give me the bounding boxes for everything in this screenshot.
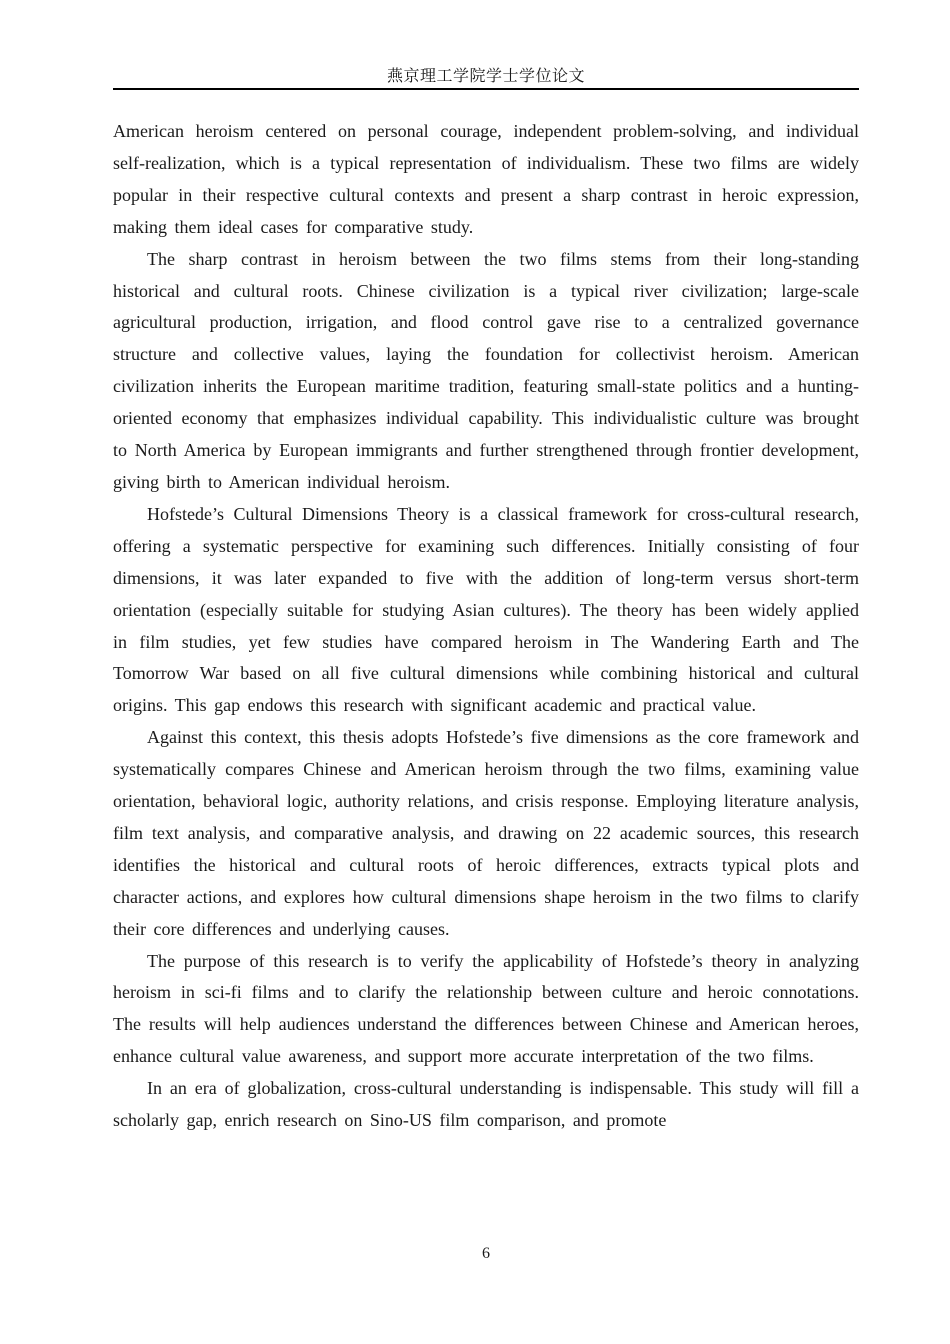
running-header: 燕京理工学院学士学位论文 [386,68,585,85]
paragraph: Hofstede’s Cultural Dimensions Theory is a classical framework for cross-cultural research, offering a systematic perspective for examining such differences. Initially consisting of four dimensions, it was later expanded to five with the addition of long-term versus short-term orientation (especially suitable for studying Asian cultures). The theory has been widely applied in film studies, yet few studies have compared heroism in The Wandering Earth and The Tomorrow War based on all five cultural dimensions while combining historical and cultural origins. This gap endows this research with significant academic and practical value. [113,503,859,716]
paragraph: The purpose of this research is to verify the applicability of Hofstede’s theory in analyzing heroism in sci-fi films and to clarify the relationship between culture and heroic connotations. The results will help audiences understand the differences between Chinese and American heroes, enhance cultural value awareness, and support more accurate interpretation of the two films. [113,950,859,1067]
paragraph: The sharp contrast in heroism between the two films stems from their long-standing historical and cultural roots. Chinese civilization is a typical river civilization; large-scale agricultural production, irrigation, and flood control gave rise to a centralized governance structure and collective values, laying the foundation for collectivist heroism. American civilization inherits the European maritime tradition, featuring small-state politics and a hunting-oriented economy that emphasizes individual capability. This individualistic culture was brought to North America by European immigrants and further strengthened through frontier development, giving birth to American individual heroism. [113,248,859,492]
body-text [113,116,859,1137]
paragraph-continuation: American heroism centered on personal courage, independent problem-solving, and individual self-realization, which is a typical representation of individualism. These two films are widely popular in their respective cultural contexts and present a sharp contrast in heroic expression, making them ideal cases for comparative study. [113,121,859,237]
header-rule [113,88,859,90]
paragraph-continued: In an era of globalization, cross-cultural understanding is indispensable. This study will fill a scholarly gap, enrich research on Sino-US film comparison, and promote [113,1078,859,1131]
page-number: 6 [482,1245,490,1262]
paragraph: Against this context, this thesis adopts Hofstede’s five dimensions as the core framework and systematically compares Chinese and American heroism through the two films, examining value orientation, behavioral logic, authority relations, and crisis response. Employing literature analysis, film text analysis, and comparative analysis, and drawing on 22 academic sources, this research identifies the historical and cultural roots of heroic differences, extracts typical plots and character actions, and explores how cultural dimensions shape heroism in the two films to clarify their core differences and underlying causes. [113,727,859,939]
